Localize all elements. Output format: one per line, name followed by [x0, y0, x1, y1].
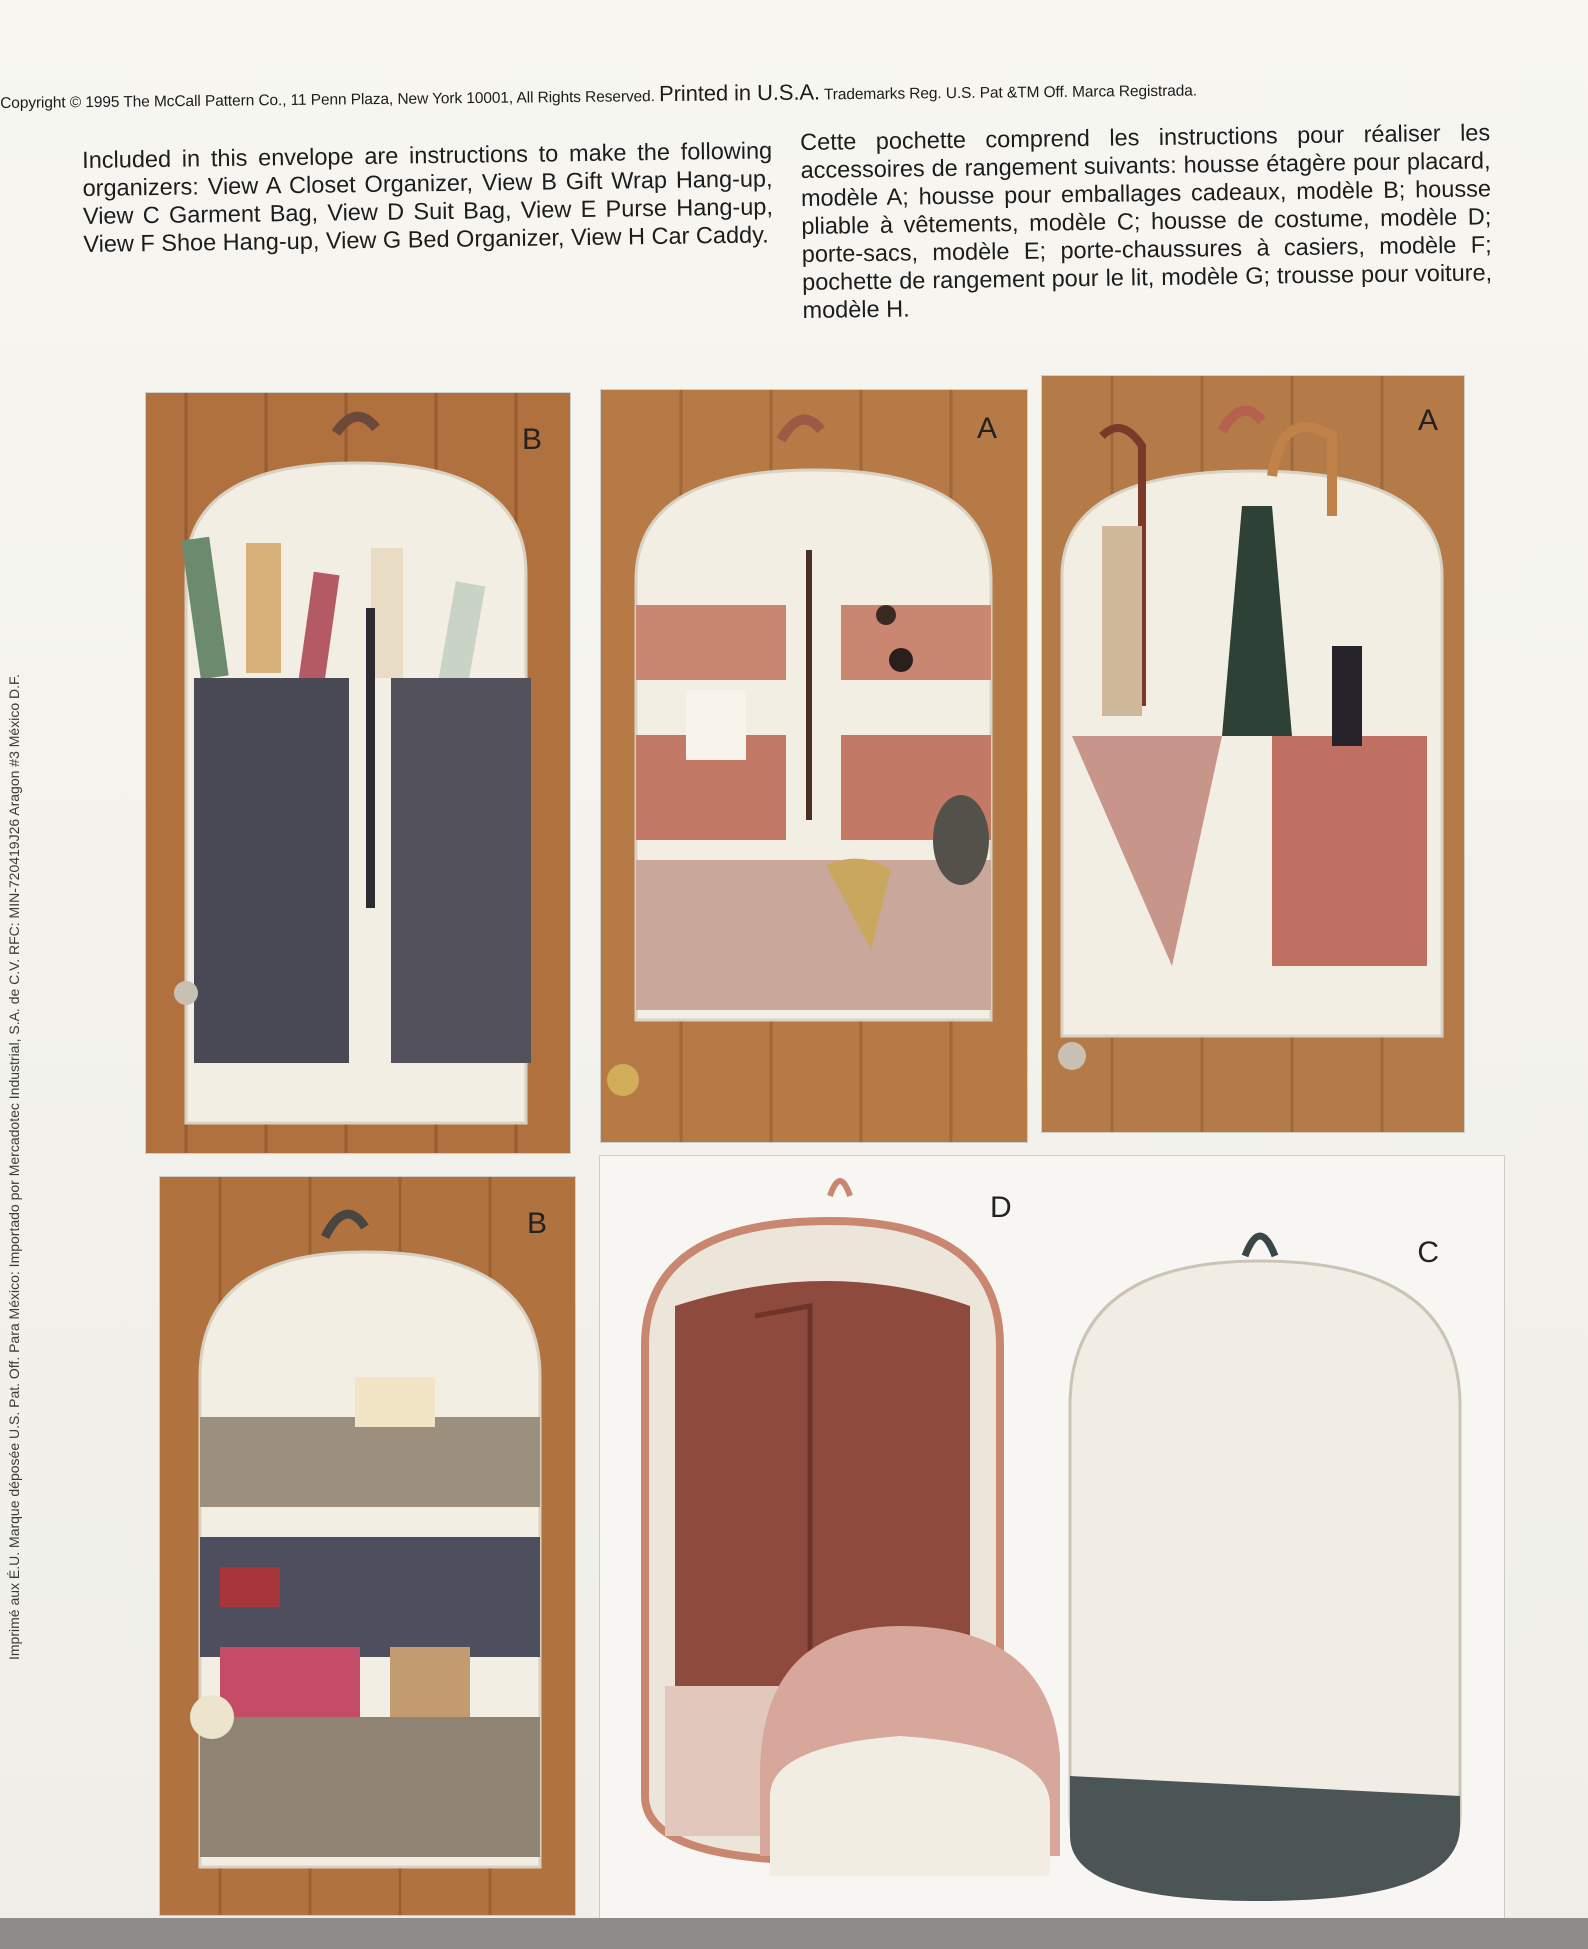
trademarks-text: Trademarks Reg. U.S. Pat &TM Off. Marca Registrada. [823, 82, 1198, 104]
photo-view-b-gift-wrap [146, 393, 570, 1153]
garment-bags-illustration [600, 1156, 1504, 1918]
bottom-edge-strip [0, 1918, 1588, 1949]
photo-views-d-c [600, 1156, 1504, 1918]
copyright-line [0, 72, 1560, 114]
photo-view-a-closet [601, 390, 1027, 1142]
bag-organizer-illustration [160, 1177, 575, 1915]
view-label-a: A [1417, 404, 1438, 437]
photo-view-b-bags [160, 1177, 575, 1915]
intro-english: Included in this envelope are instructions to make the following organizers: View A Closet Organizer, View B Gift Wrap Hang-up, View C Garment Bag, View D Suit Bag, View E Purse Hang-up, View F Shoe Hang-up, View G Bed Organizer, View H Car Caddy. [82, 137, 774, 257]
margin-import-text: Imprimé aux É.U. Marque déposée U.S. Pat. Off. Para México: Importado por Mercadotec Industrial, S.A. de C.V. RFC: MIN-720419J26 Aragon #3 México D.F. [6, 674, 22, 1660]
photo-view-a-umbrellas [1042, 376, 1464, 1132]
copyright-text: Copyright © 1995 The McCall Pattern Co., 11 Penn Plaza, New York 10001, All Rights Reserved. [0, 88, 655, 112]
view-label-c: C [1417, 1236, 1439, 1269]
view-label-d: D [990, 1191, 1012, 1224]
printed-in-text: Printed in U.S.A. [658, 79, 821, 107]
umbrella-organizer-illustration [1042, 376, 1464, 1132]
view-label-a: A [976, 412, 997, 445]
closet-organizer-illustration [601, 390, 1027, 1142]
gift-wrap-illustration [146, 393, 570, 1153]
view-label-b: B [526, 1207, 547, 1240]
view-label-b: B [521, 423, 542, 456]
intro-french: Cette pochette comprend les instructions pour réaliser les accessoires de rangement suivants: housse étagère pour placard, modèle A; housse pour emballages cadeaux, modèle B; housse pliable à vêtements, modèle C; housse de costume, modèle D; porte-sacs, modèle E; porte-chaussures à casiers, modèle F; pochette de rangement pour le lit, modèle G; trousse pour voiture, modèle H. [800, 119, 1493, 323]
